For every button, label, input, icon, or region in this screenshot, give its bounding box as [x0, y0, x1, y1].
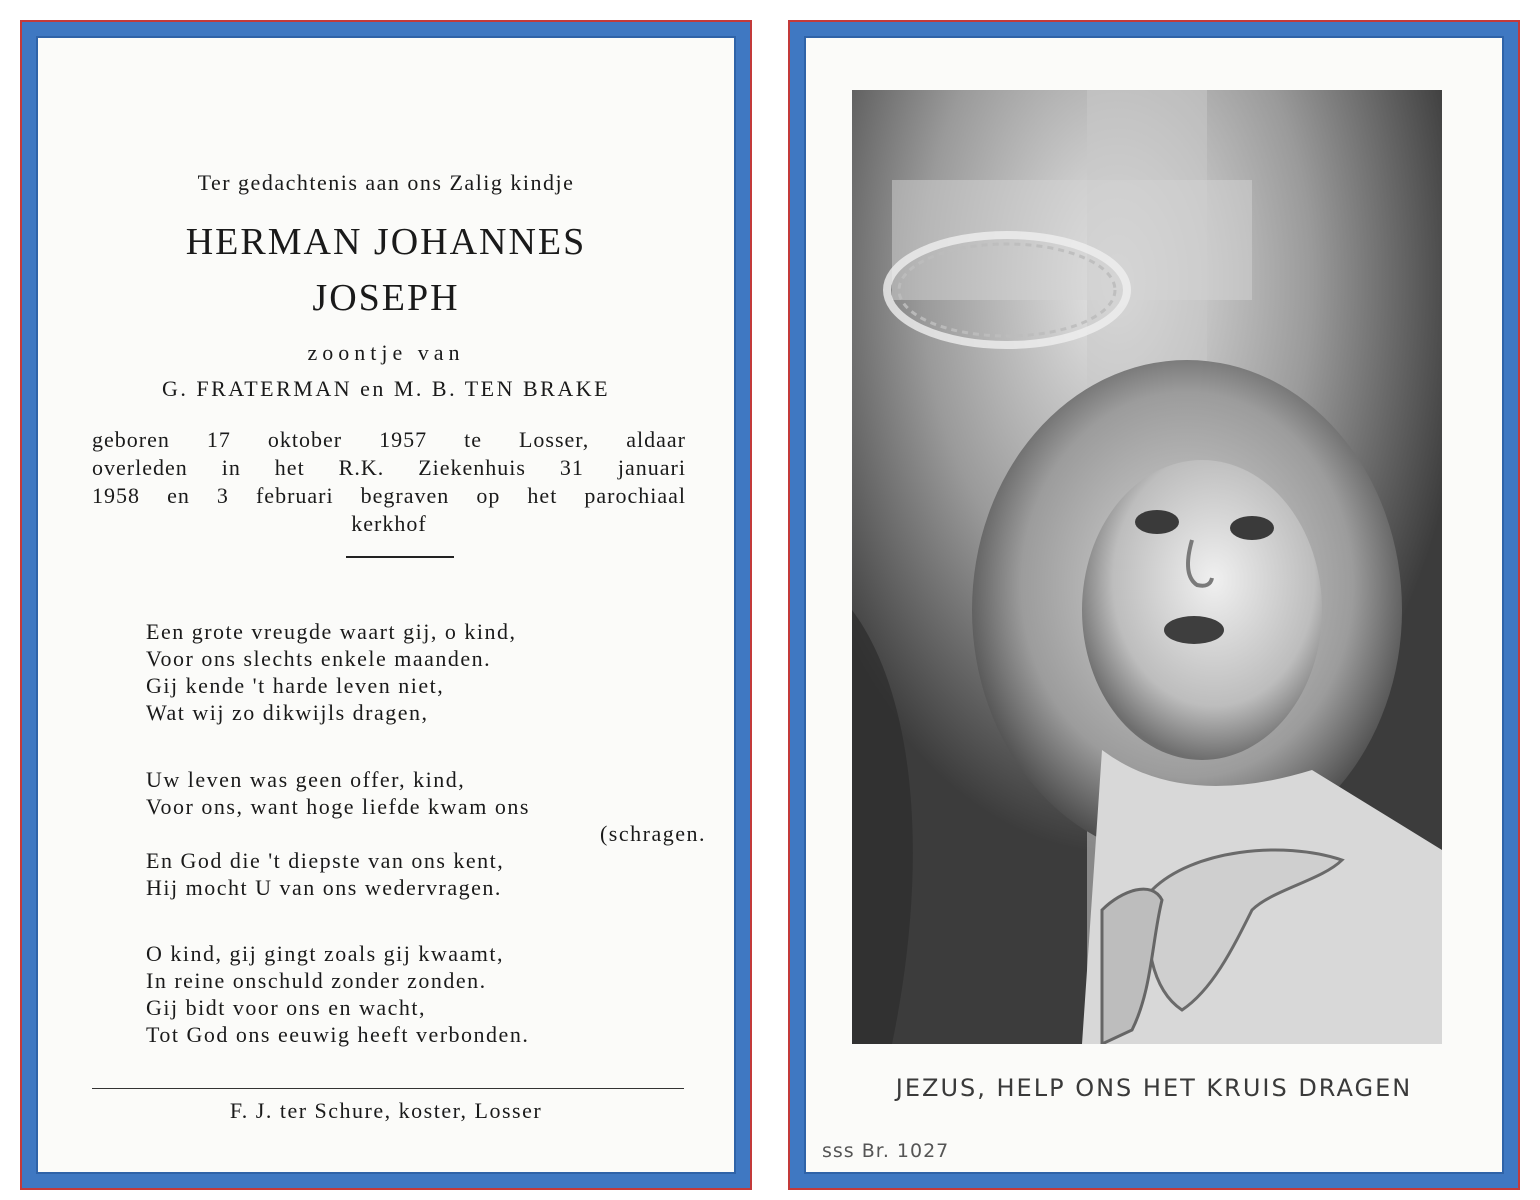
poem-line: Een grote vreugde waart gij, o kind,	[146, 619, 517, 644]
biography	[92, 426, 686, 538]
poem-line: Wat wij zo dikwijls dragen,	[146, 700, 429, 725]
image-caption: JEZUS, HELP ONS HET KRUIS DRAGEN	[895, 1074, 1413, 1102]
poem-line: Gij bidt voor ons en wacht,	[146, 995, 427, 1020]
bio-line: overleden in het R.K. Ziekenhuis 31 januari	[92, 455, 686, 480]
poem-stanza-3	[146, 940, 706, 1048]
poem-line: En God die 't diepste van ons kent,	[146, 848, 505, 873]
printer-credit: F. J. ter Schure, koster, Losser	[229, 1098, 543, 1123]
memorial-card-image-side	[790, 22, 1518, 1188]
publisher-code: sss Br. 1027	[822, 1140, 950, 1162]
poem-line: Gij kende 't harde leven niet,	[146, 673, 445, 698]
poem-line: Tot God ons eeuwig heeft verbonden.	[146, 1022, 530, 1047]
intro-line: Ter gedachtenis aan ons Zalig kindje	[197, 170, 575, 195]
poem-line: Uw leven was geen offer, kind,	[146, 767, 466, 792]
parents-line: G. FRATERMAN en M. B. TEN BRAKE	[161, 376, 611, 401]
deceased-name-line2: JOSEPH	[312, 277, 460, 319]
deceased-name-line1: HERMAN JOHANNES	[185, 221, 587, 263]
praying-child-photo	[852, 90, 1442, 1044]
poem-line: In reine onschuld zonder zonden.	[146, 968, 487, 993]
poem-line: Voor ons, want hoge liefde kwam ons	[146, 794, 530, 819]
bio-line: geboren 17 oktober 1957 te Losser, aldaar	[92, 427, 686, 452]
divider-short	[346, 556, 454, 558]
poem-line: O kind, gij gingt zoals gij kwaamt,	[146, 941, 505, 966]
poem-line: Voor ons slechts enkele maanden.	[146, 646, 492, 671]
poem-stanza-2	[146, 766, 706, 901]
son-of-line: zoontje van	[307, 340, 465, 365]
poem-line: Hij mocht U van ons wedervragen.	[146, 875, 502, 900]
bio-line: 1958 en 3 februari begraven op het parochiaal	[92, 483, 686, 508]
memorial-card-text-side	[22, 22, 750, 1188]
divider-long	[92, 1088, 684, 1089]
bio-line: kerkhof	[351, 511, 427, 536]
poem-stanza-1	[146, 618, 706, 726]
poem-line-continuation: (schragen.	[599, 821, 706, 846]
